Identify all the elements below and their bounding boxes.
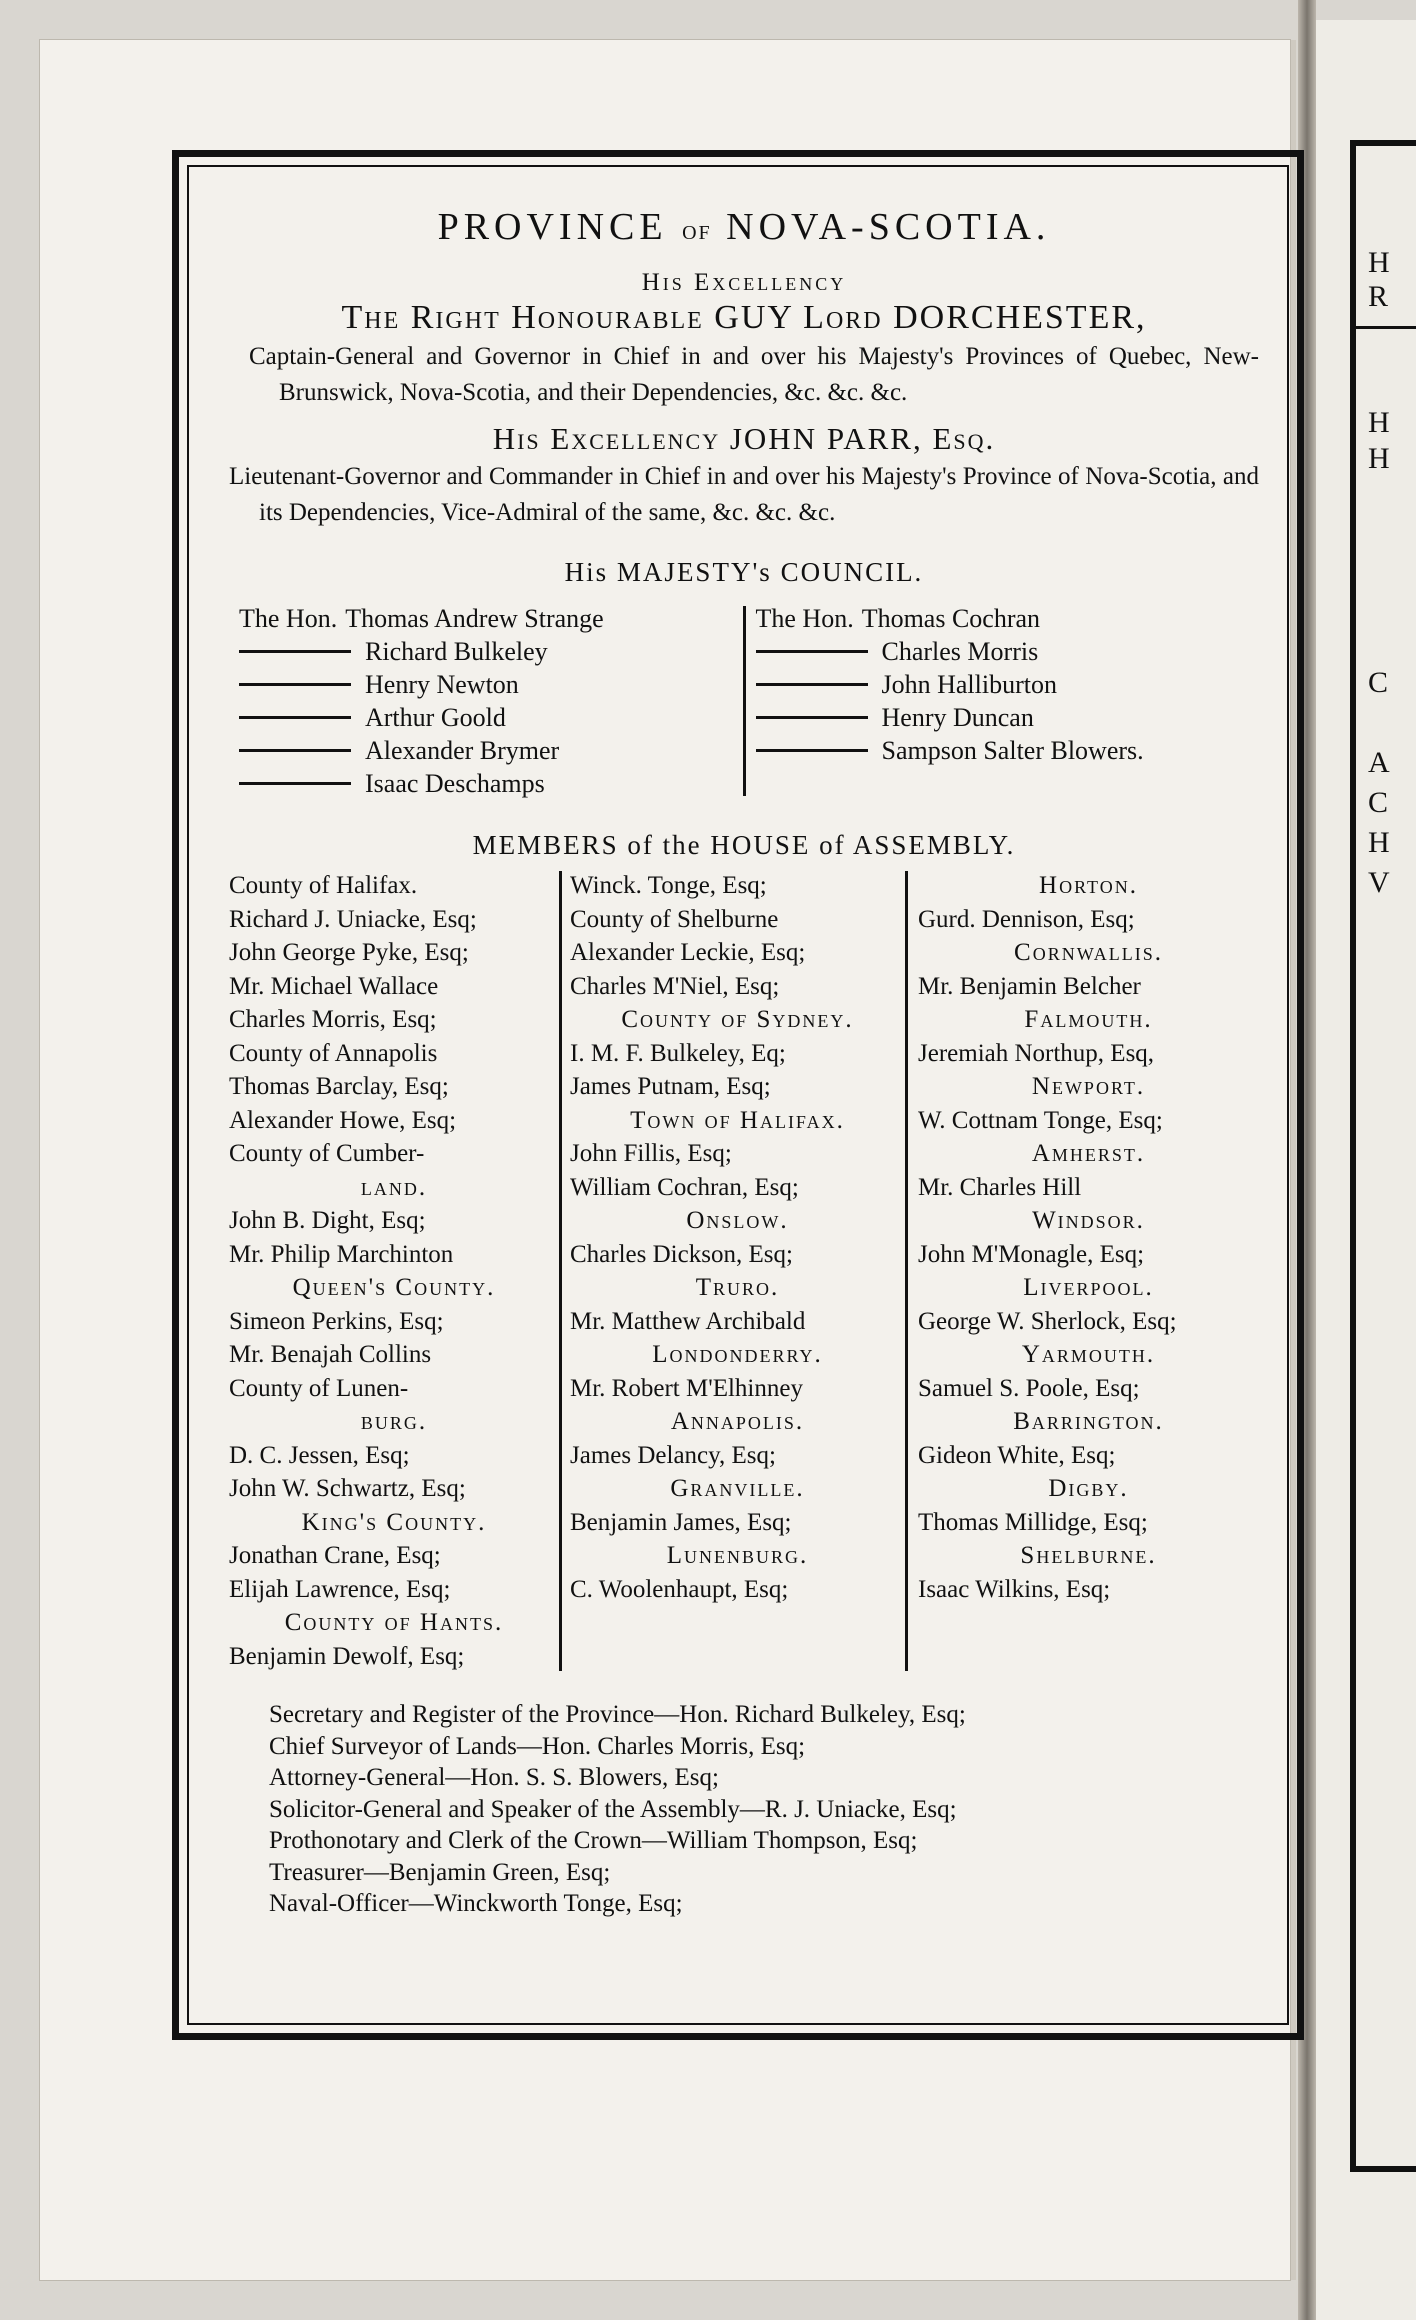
assembly-entry: Charles M'Niel, Esq; (570, 972, 780, 1000)
adjacent-letter: H (1368, 406, 1390, 439)
council-member-name: Charles Morris (881, 637, 1039, 666)
officer-entry: Treasurer—Benjamin Green, Esq; (269, 1858, 611, 1886)
officer-entry: Prothonotary and Clerk of the Crown—William Thompson, Esq; (269, 1827, 918, 1854)
ditto-dash (756, 716, 868, 719)
assembly-district-heading: County of Sydney. (621, 1006, 854, 1033)
council-member (756, 734, 1250, 767)
assembly-district-heading: Granville. (670, 1475, 805, 1502)
assembly-column-1 (229, 869, 559, 1673)
assembly-district-heading: land. (360, 1173, 428, 1201)
assembly-district-heading: Queen's County. (292, 1274, 496, 1301)
adjacent-letter: V (1368, 866, 1390, 899)
assembly-district-heading: Onslow. (686, 1207, 789, 1234)
assembly-district-heading: Digby. (1048, 1475, 1129, 1502)
adjacent-letter: C (1368, 786, 1389, 819)
assembly-entry: Richard J. Uniacke, Esq; (229, 905, 477, 933)
assembly-district-heading: Town of Halifax. (630, 1106, 845, 1134)
assembly-district-heading: County of Hants. (284, 1609, 504, 1636)
assembly-district-heading: Windsor. (1032, 1207, 1145, 1234)
assembly-entry: John B. Dight, Esq; (229, 1207, 426, 1234)
assembly-entry: Simeon Perkins, Esq; (229, 1307, 444, 1335)
council-member-name: Isaac Deschamps (365, 769, 545, 798)
council-member (756, 635, 1250, 668)
assembly-entry: Winck. Tonge, Esq; (570, 872, 767, 899)
governor-name: The Right Honourable GUY Lord DORCHESTER, (341, 299, 1147, 336)
officer-entry: Secretary and Register of the Province—Hon. Richard Bulkeley, Esq; (269, 1701, 966, 1728)
council-member (239, 767, 733, 800)
assembly-entry: Charles Dickson, Esq; (570, 1240, 793, 1268)
assembly-entry: County of Shelburne (570, 905, 779, 933)
title-part-1: PROVINCE (437, 206, 668, 248)
council-member (239, 635, 733, 668)
council-member-name: Sampson Salter Blowers. (881, 736, 1144, 765)
council-member-name: Thomas Cochran (861, 604, 1041, 633)
assembly-district-heading: Falmouth. (1024, 1006, 1153, 1033)
officer-entry: Attorney-General—Hon. S. S. Blowers, Esq; (269, 1764, 719, 1791)
ditto-dash (756, 749, 868, 752)
title-part-2: NOVA-SCOTIA. (726, 206, 1051, 248)
assembly-column-3 (908, 869, 1259, 1673)
assembly-entry: Charles Morris, Esq; (229, 1006, 437, 1033)
assembly-entry: Mr. Matthew Archibald (570, 1307, 806, 1335)
council-right-column (746, 602, 1260, 800)
assembly-district-heading: Londonderry. (652, 1341, 823, 1368)
assembly-district-heading: Truro. (695, 1274, 780, 1301)
assembly-entry: I. M. F. Bulkeley, Eq; (570, 1039, 786, 1067)
assembly-entry: Mr. Charles Hill (918, 1173, 1082, 1201)
assembly-district-heading: Amherst. (1031, 1140, 1146, 1167)
assembly-entry: Benjamin James, Esq; (570, 1508, 792, 1536)
document-content (229, 197, 1259, 1920)
assembly-entry: Gideon White, Esq; (918, 1441, 1116, 1469)
lieutenant-governor-name: His Excellency JOHN PARR, Esq. (492, 421, 996, 456)
assembly-entry: William Cochran, Esq; (570, 1173, 799, 1201)
assembly-entry: Alexander Howe, Esq; (229, 1106, 457, 1134)
assembly-entry: John Fillis, Esq; (570, 1140, 732, 1167)
council-member-name: Richard Bulkeley (365, 637, 548, 666)
assembly-district-heading: Shelburne. (1020, 1542, 1157, 1569)
ditto-dash (239, 650, 351, 653)
council-member-name: Henry Duncan (881, 703, 1034, 732)
council-member (756, 668, 1250, 701)
assembly-entry: Jeremiah Northup, Esq, (918, 1039, 1155, 1067)
ditto-dash (239, 782, 351, 785)
assembly-entry: C. Woolenhaupt, Esq; (570, 1575, 789, 1603)
council-member-name: Thomas Andrew Strange (345, 604, 604, 633)
adjacent-letter: H (1368, 826, 1390, 859)
adjacent-letter: H (1368, 246, 1390, 279)
council-member (756, 602, 1250, 635)
council-member (239, 701, 733, 734)
assembly-entry: Mr. Philip Marchinton (229, 1240, 454, 1268)
title-connector: of (682, 215, 712, 246)
ditto-dash (239, 749, 351, 752)
assembly-district-heading: Liverpool. (1023, 1274, 1154, 1301)
assembly-entry: Mr. Benajah Collins (229, 1341, 432, 1368)
council-member-name: John Halliburton (881, 670, 1057, 699)
officer-entry: Naval-Officer—Winckworth Tonge, Esq; (269, 1890, 683, 1917)
lieutenant-governor-description: Lieutenant-Governor and Commander in Chief in and over his Majesty's Province of Nova-Scotia, and its Dependencies, Vice-Admiral of the same, &c. &c. &c. (229, 463, 1259, 526)
council-left-column (229, 602, 743, 800)
assembly-entry: County of Lunen- (229, 1374, 409, 1402)
adjacent-letter: R (1368, 280, 1389, 313)
council-prefix: The Hon. (755, 604, 854, 633)
ditto-dash (756, 683, 868, 686)
governor-label: His Excellency (641, 269, 847, 296)
assembly-entry: James Putnam, Esq; (570, 1073, 771, 1100)
adjacent-page-frame (1350, 140, 1416, 2172)
assembly-entry: Samuel S. Poole, Esq; (918, 1374, 1140, 1402)
assembly-district-heading: Newport. (1031, 1073, 1146, 1100)
officer-entry: Chief Surveyor of Lands—Hon. Charles Morris, Esq; (269, 1732, 806, 1760)
council-member (239, 668, 733, 701)
assembly-entry: Elijah Lawrence, Esq; (229, 1575, 451, 1603)
assembly-entry: Thomas Barclay, Esq; (229, 1073, 449, 1100)
ditto-dash (239, 716, 351, 719)
adjacent-letter: A (1368, 746, 1390, 779)
assembly-entry: James Delancy, Esq; (570, 1441, 776, 1469)
assembly-entry: Benjamin Dewolf, Esq; (229, 1642, 465, 1670)
assembly-entry: Gurd. Dennison, Esq; (918, 905, 1135, 933)
council-member-name: Henry Newton (365, 670, 519, 699)
council-prefix: The Hon. (239, 604, 338, 633)
assembly-district-heading: Lunenburg. (666, 1542, 809, 1569)
assembly-district-heading: Horton. (1039, 872, 1138, 899)
council-member-name: Arthur Goold (365, 703, 506, 732)
assembly-list (229, 869, 1259, 1673)
assembly-entry: Jonathan Crane, Esq; (229, 1542, 441, 1569)
assembly-entry: Mr. Benjamin Belcher (918, 972, 1141, 1000)
assembly-district-heading: Barrington. (1013, 1408, 1164, 1435)
assembly-district-heading: Annapolis. (670, 1408, 805, 1435)
assembly-entry: George W. Sherlock, Esq; (918, 1307, 1177, 1335)
assembly-entry: John W. Schwartz, Esq; (229, 1475, 466, 1502)
assembly-district-heading: burg. (360, 1408, 428, 1435)
assembly-entry: Isaac Wilkins, Esq; (918, 1575, 1111, 1603)
assembly-entry: John M'Monagle, Esq; (918, 1240, 1145, 1268)
governor-description: Captain-General and Governor in Chief in and over his Majesty's Provinces of Quebec, New-Brunswick, Nova-Scotia, and their Dependencies, &c. &c. &c. (249, 343, 1259, 406)
assembly-entry: County of Cumber- (229, 1140, 425, 1167)
officers-list (229, 1699, 1259, 1920)
assembly-entry: W. Cottnam Tonge, Esq; (918, 1106, 1163, 1134)
council-member (239, 602, 733, 635)
assembly-district-heading: Yarmouth. (1021, 1341, 1156, 1368)
council-title: His MAJESTY's COUNCIL. (564, 557, 924, 587)
adjacent-letter: H (1368, 442, 1390, 475)
assembly-entry: Mr. Michael Wallace (229, 972, 439, 1000)
assembly-title: MEMBERS of the HOUSE of ASSEMBLY. (472, 830, 1016, 860)
council-member (239, 734, 733, 767)
assembly-entry: Alexander Leckie, Esq; (570, 939, 806, 966)
assembly-entry: D. C. Jessen, Esq; (229, 1441, 410, 1469)
assembly-entry: Mr. Robert M'Elhinney (570, 1374, 803, 1402)
assembly-entry: John George Pyke, Esq; (229, 939, 469, 966)
document-frame (172, 150, 1304, 2040)
page-title (229, 205, 1259, 249)
council-member-name: Alexander Brymer (365, 736, 560, 765)
assembly-column-2 (562, 869, 905, 1673)
assembly-district-heading: Cornwallis. (1014, 939, 1163, 966)
ditto-dash (756, 650, 868, 653)
council-list (229, 602, 1259, 800)
council-member (756, 701, 1250, 734)
assembly-entry: County of Annapolis (229, 1039, 438, 1067)
assembly-entry: County of Halifax. (229, 872, 418, 899)
adjacent-rule (1356, 326, 1416, 329)
assembly-district-heading: King's County. (301, 1508, 487, 1536)
ditto-dash (239, 683, 351, 686)
adjacent-letter: C (1368, 666, 1389, 699)
assembly-entry: Thomas Millidge, Esq; (918, 1508, 1148, 1536)
officer-entry: Solicitor-General and Speaker of the Assembly—R. J. Uniacke, Esq; (269, 1795, 957, 1823)
